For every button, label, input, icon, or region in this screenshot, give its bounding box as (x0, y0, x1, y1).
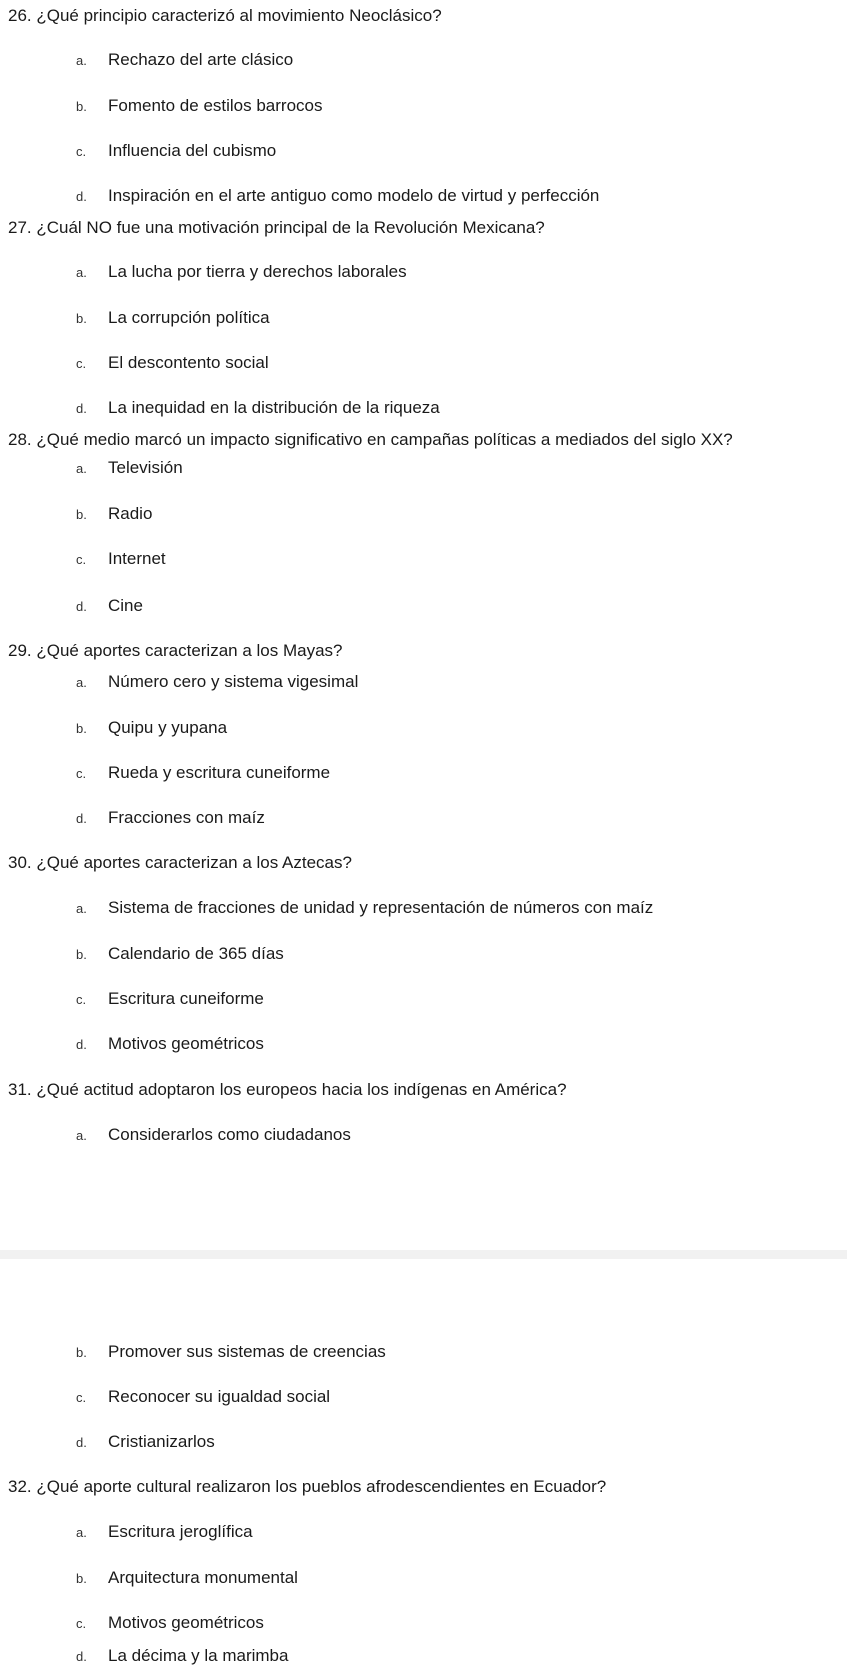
option-letter: a. (76, 53, 87, 68)
option-text: Inspiración en el arte antiguo como modelo de virtud y perfección (108, 186, 600, 205)
option-letter: a. (76, 675, 87, 690)
option-letter: b. (76, 721, 87, 736)
option-letter: d. (76, 1649, 87, 1664)
option-letter: d. (76, 599, 87, 614)
option-text: Influencia del cubismo (108, 141, 277, 160)
question-29: 29. ¿Qué aportes caracterizan a los Mayas? (8, 641, 343, 660)
option-27c (76, 353, 269, 374)
option-text: Considerarlos como ciudadanos (108, 1125, 351, 1144)
option-text: Reconocer su igualdad social (108, 1387, 331, 1406)
option-text: Sistema de fracciones de unidad y representación de números con maíz (108, 898, 654, 917)
option-text: Calendario de 365 días (108, 944, 284, 963)
option-letter: c. (76, 356, 87, 371)
option-28d (76, 596, 143, 617)
option-text: Número cero y sistema vigesimal (108, 672, 359, 691)
page-break (0, 1250, 847, 1259)
option-text: La lucha por tierra y derechos laborales (108, 262, 407, 281)
option-27d (76, 398, 440, 419)
option-28a (76, 458, 183, 479)
option-letter: d. (76, 1435, 87, 1450)
option-text: Cine (108, 596, 143, 615)
option-29c (76, 763, 330, 784)
option-letter: c. (76, 1616, 87, 1631)
option-31c (76, 1387, 330, 1408)
option-letter: a. (76, 265, 87, 280)
option-29d (76, 808, 265, 829)
option-letter: b. (76, 1571, 87, 1586)
option-28b (76, 504, 152, 525)
option-text: La inequidad en la distribución de la riqueza (108, 398, 440, 417)
option-32b (76, 1568, 298, 1589)
option-letter: b. (76, 1345, 87, 1360)
option-letter: b. (76, 947, 87, 962)
option-letter: a. (76, 1525, 87, 1540)
option-letter: b. (76, 99, 87, 114)
option-26d (76, 186, 599, 207)
option-text: Escritura cuneiforme (108, 989, 264, 1008)
question-32: 32. ¿Qué aporte cultural realizaron los pueblos afrodescendientes en Ecuador? (8, 1477, 607, 1496)
option-30c (76, 989, 264, 1010)
option-31a (76, 1125, 351, 1146)
option-letter: d. (76, 401, 87, 416)
option-text: La corrupción política (108, 308, 270, 327)
option-31b (76, 1342, 386, 1363)
option-30d (76, 1034, 264, 1055)
option-32c (76, 1613, 264, 1634)
option-text: Promover sus sistemas de creencias (108, 1342, 386, 1361)
option-letter: d. (76, 811, 87, 826)
option-letter: c. (76, 766, 87, 781)
option-text: Cristianizarlos (108, 1432, 215, 1451)
option-text: Radio (108, 504, 153, 523)
option-letter: a. (76, 461, 87, 476)
option-26c (76, 141, 276, 162)
option-letter: c. (76, 552, 87, 567)
option-27a (76, 262, 407, 283)
option-26b (76, 96, 323, 117)
option-text: Arquitectura monumental (108, 1568, 298, 1587)
option-letter: d. (76, 189, 87, 204)
question-28: 28. ¿Qué medio marcó un impacto significativo en campañas políticas a mediados del siglo XX? (8, 430, 733, 449)
option-text: Rechazo del arte clásico (108, 50, 294, 69)
option-letter: c. (76, 144, 87, 159)
option-text: Motivos geométricos (108, 1034, 264, 1053)
option-letter: b. (76, 311, 87, 326)
option-32a (76, 1522, 253, 1543)
option-31d (76, 1432, 215, 1453)
option-letter: c. (76, 992, 87, 1007)
option-32d (76, 1646, 288, 1667)
option-letter: d. (76, 1037, 87, 1052)
option-text: Motivos geométricos (108, 1613, 264, 1632)
question-26: 26. ¿Qué principio caracterizó al movimiento Neoclásico? (8, 6, 442, 25)
option-29b (76, 718, 227, 739)
option-text: Rueda y escritura cuneiforme (108, 763, 331, 782)
option-text: La décima y la marimba (108, 1646, 289, 1665)
option-letter: a. (76, 1128, 87, 1143)
option-letter: a. (76, 901, 87, 916)
option-30b (76, 944, 284, 965)
option-letter: c. (76, 1390, 87, 1405)
option-29a (76, 672, 358, 693)
question-31: 31. ¿Qué actitud adoptaron los europeos hacia los indígenas en América? (8, 1080, 567, 1099)
option-text: El descontento social (108, 353, 269, 372)
option-text: Escritura jeroglífica (108, 1522, 253, 1541)
question-27: 27. ¿Cuál NO fue una motivación principal de la Revolución Mexicana? (8, 218, 545, 237)
option-26a (76, 50, 293, 71)
option-text: Fomento de estilos barrocos (108, 96, 323, 115)
option-letter: b. (76, 507, 87, 522)
option-text: Internet (108, 549, 166, 568)
question-30: 30. ¿Qué aportes caracterizan a los Aztecas? (8, 853, 352, 872)
option-30a (76, 898, 653, 919)
option-28c (76, 549, 166, 570)
option-27b (76, 308, 270, 329)
option-text: Quipu y yupana (108, 718, 228, 737)
option-text: Fracciones con maíz (108, 808, 265, 827)
option-text: Televisión (108, 458, 183, 477)
